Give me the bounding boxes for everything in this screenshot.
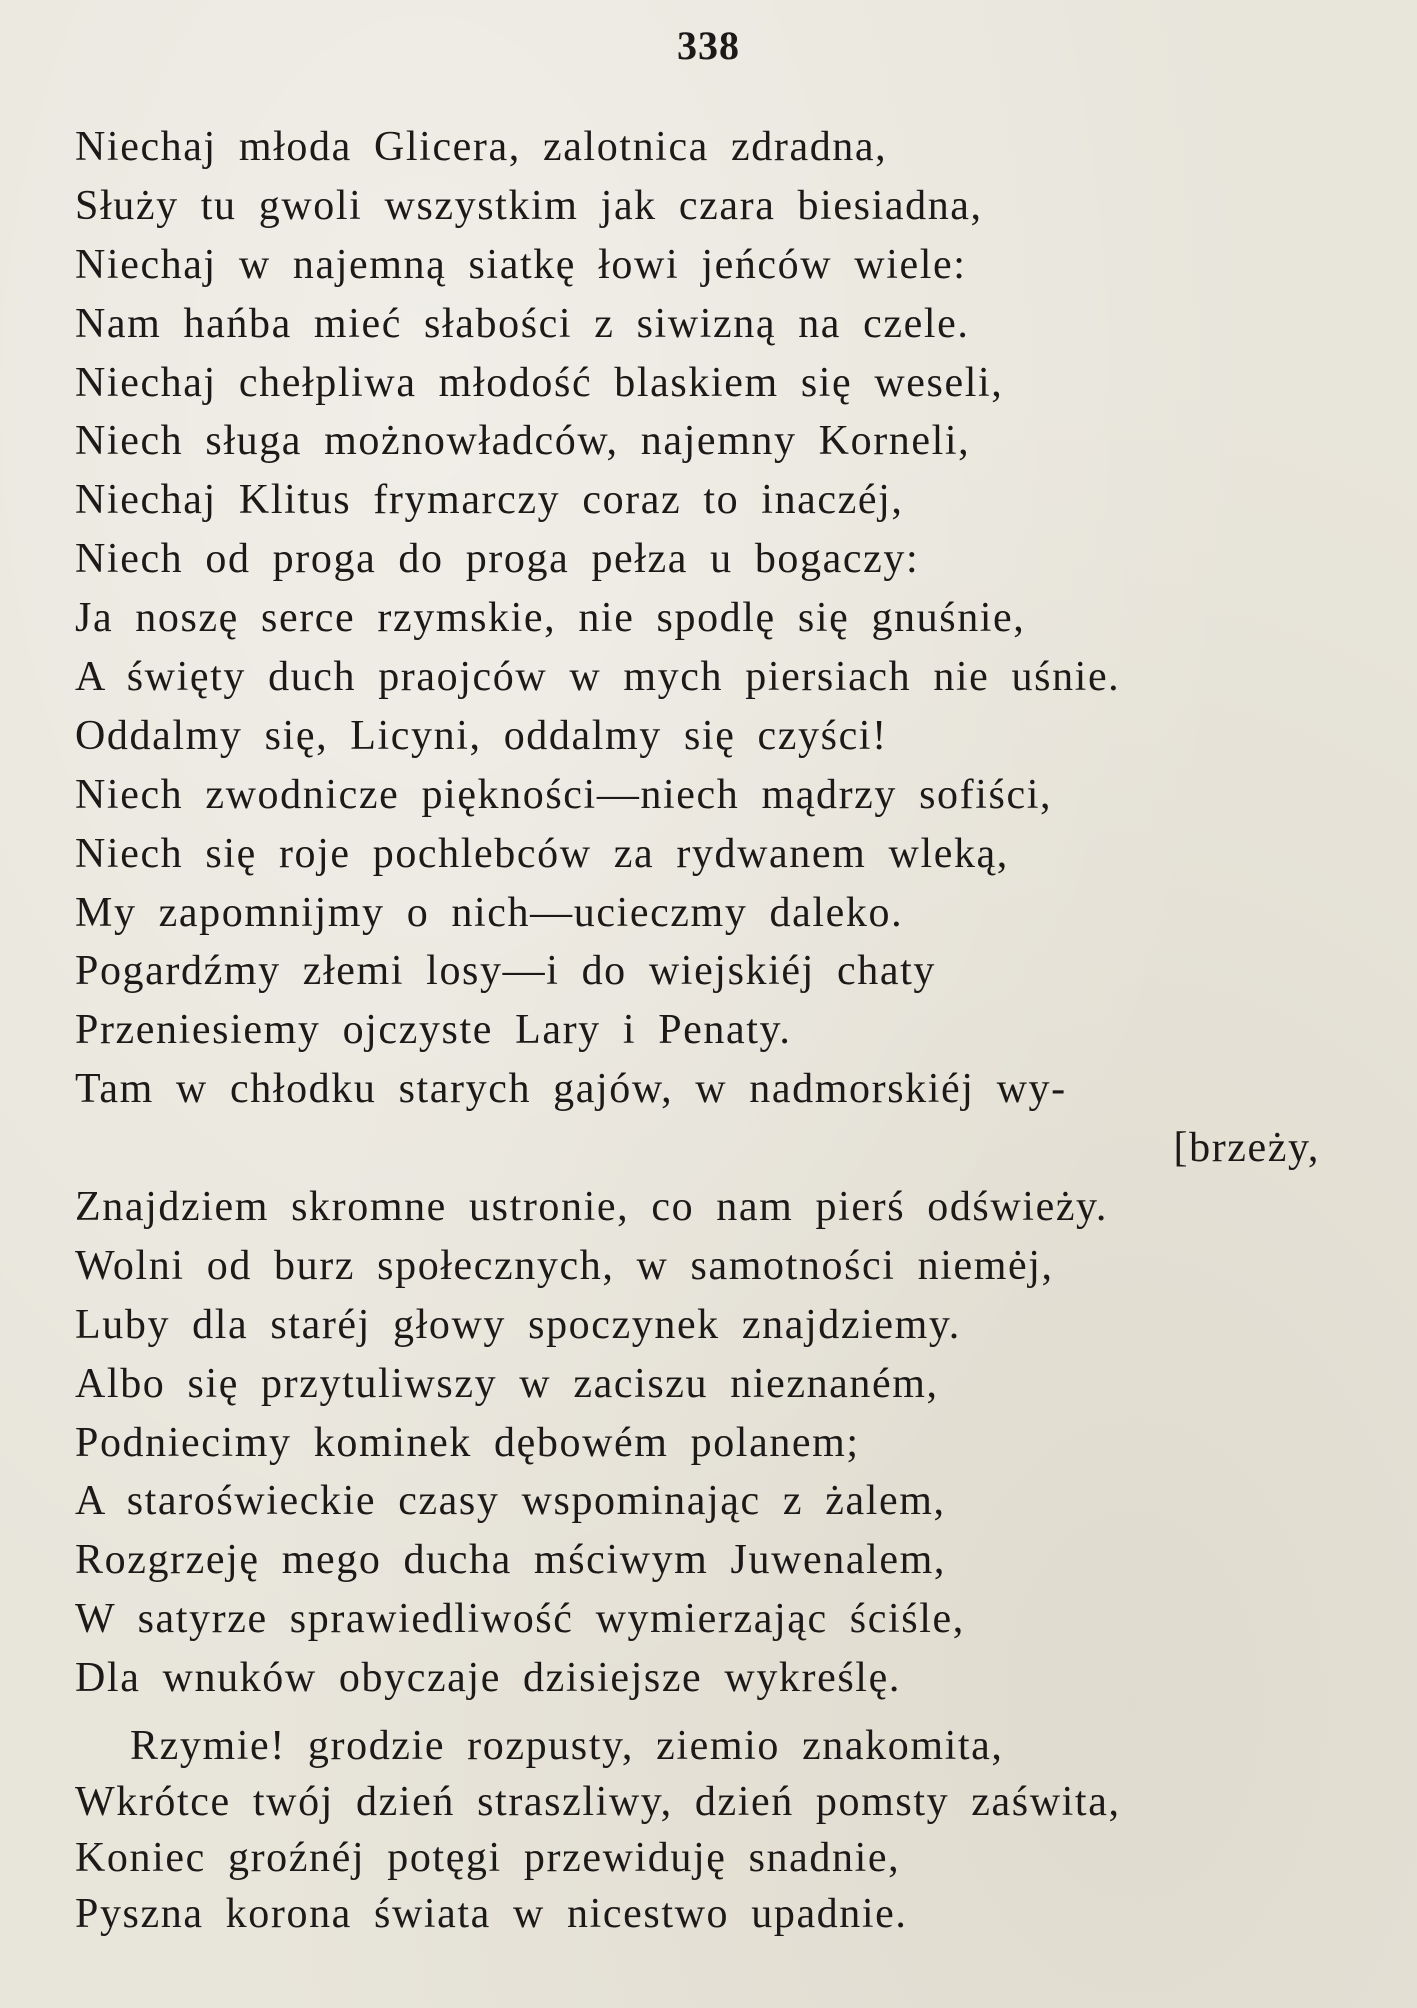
verse-line: Luby dla staréj głowy spoczynek znajdziemy. [75,1301,961,1348]
verse-line: Ja noszę serce rzymskie, nie spodlę się gnuśnie, [75,595,1026,642]
verse-line: Rzymie! grodzie rozpusty, ziemio znakomita, [130,1723,1004,1769]
verse-line: Albo się przytuliwszy w zaciszu nieznaném, [75,1360,939,1407]
verse-line: Wolni od burz społecznych, w samotności niemėj, [75,1242,1054,1289]
verse-line: A święty duch praojców w mych piersiach nie uśnie. [75,654,1121,701]
verse-line: Znajdziem skromne ustronie, co nam pierś odświeży. [75,1184,1109,1231]
page-number: 338 [677,23,740,68]
verse-line: Niechaj w najemną siatkę łowi jeńców wiele: [75,241,967,288]
verse-line: Służy tu gwoli wszystkim jak czara biesiadna, [75,182,983,229]
verse-line: Pogardźmy złemi losy—i do wiejskiéj chaty [75,948,936,995]
verse-line: Koniec groźnéj potęgi przewiduję snadnie, [75,1835,901,1881]
verse-line: Niech zwodnicze piękności—niech mądrzy sofiści, [75,771,1053,818]
verse-line: Niechaj młoda Glicera, zalotnica zdradna, [75,124,888,170]
verse-line: Wkrótce twój dzień straszliwy, dzień pomsty zaświta, [75,1779,1121,1825]
verse-line: Oddalmy się, Licyni, oddalmy się czyści! [75,712,888,759]
stanza [75,118,1375,1708]
verse-line: Tam w chłodku starych gajów, w nadmorskiéj wy- [75,1066,1067,1113]
verse-line: Nam hańba mieć słabości z siwizną na czele. [75,300,970,347]
verse-line: W satyrze sprawiedliwość wymierzając ściśle, [75,1596,965,1643]
verse-line: Podniecimy kominek dębowém polanem; [75,1419,860,1466]
verse-line: Niech od proga do proga pełza u bogaczy: [75,536,920,583]
verse-line: My zapomnijmy o nich—ucieczmy daleko. [75,889,904,936]
verse-line: Pyszna korona świata w nicestwo upadnie. [75,1891,908,1937]
verse-line: Przeniesiemy ojczyste Lary i Penaty. [75,1007,792,1054]
verse-line: Rozgrzeję mego ducha mściwym Juwenalem, [75,1537,946,1584]
verse-line: Niech się roje pochlebców za rydwanem wleką, [75,830,1009,877]
verse-line: A staroświeckie czasy wspominając z żalem, [75,1478,946,1525]
verse-line: Niechaj Klitus frymarczy coraz to inaczéj, [75,477,904,524]
verse-line-turnover: [brzeży, [1173,1125,1320,1172]
verse-line: Dla wnuków obyczaje dzisiejsze wykreślę. [75,1655,901,1702]
verse-line: Niechaj chełpliwa młodość blaskiem się weseli, [75,359,1004,406]
verse-line: Niech sługa możnowładców, najemny Korneli, [75,418,971,465]
stanza [75,1718,1375,1942]
